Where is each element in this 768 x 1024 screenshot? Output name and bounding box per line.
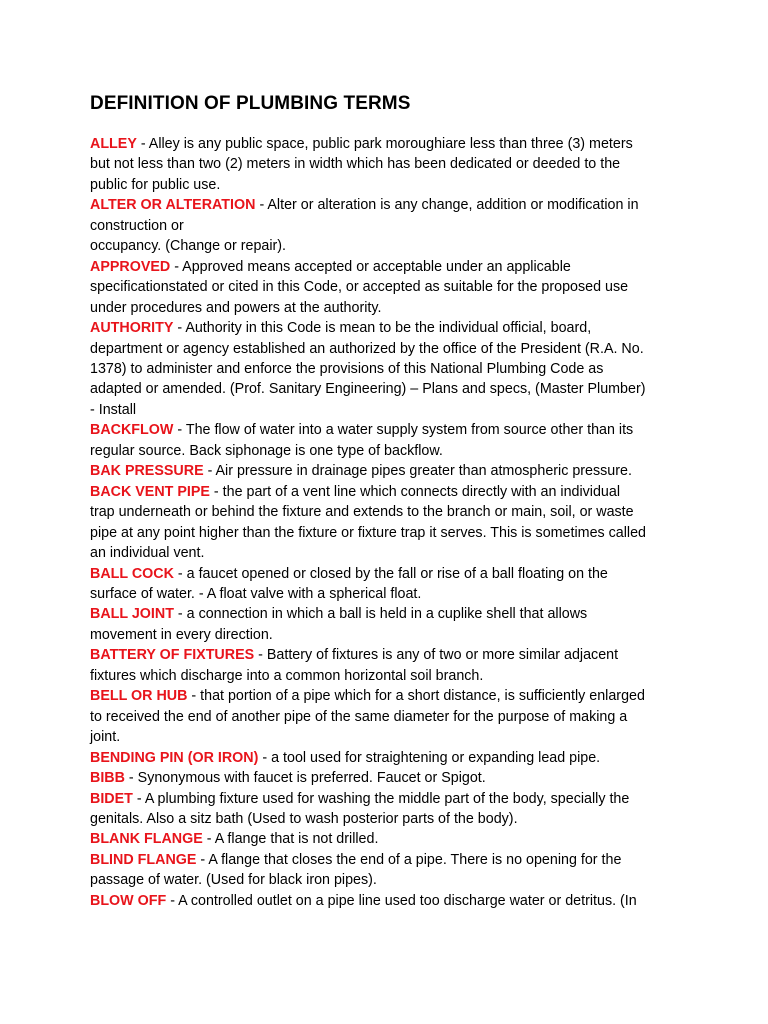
term-label: BLOW OFF bbox=[90, 892, 167, 909]
definition-text: but not less than two (2) meters in width which has been dedicated or deeded to the bbox=[90, 156, 621, 173]
definition-line bbox=[90, 482, 690, 502]
definition-text: surface of water. - A float valve with a spherical float. bbox=[90, 585, 422, 602]
definition-text: - A flange that is not drilled. bbox=[202, 831, 379, 848]
definition-entry bbox=[90, 850, 690, 891]
definition-text: movement in every direction. bbox=[90, 626, 273, 643]
definition-text: fixtures which discharge into a common horizontal soil branch. bbox=[90, 667, 484, 684]
definition-entry bbox=[90, 686, 690, 747]
definition-text: - Install bbox=[90, 401, 137, 418]
definition-entry bbox=[90, 564, 690, 605]
term-label: BAK PRESSURE bbox=[90, 463, 204, 480]
definition-text: - a tool used for straightening or expanding lead pipe. bbox=[258, 749, 601, 766]
definition-entry bbox=[90, 482, 690, 564]
definition-entry bbox=[90, 768, 690, 788]
definition-text: department or agency established an authorized by the office of the President (R.A. No. bbox=[90, 340, 644, 357]
definition-line bbox=[90, 768, 690, 788]
definition-line bbox=[90, 195, 690, 215]
definition-line bbox=[90, 564, 690, 584]
definition-text: under procedures and powers at the authority. bbox=[90, 299, 382, 316]
definition-line bbox=[90, 134, 690, 154]
definition-text: - Alley is any public space, public park moroughiare less than three (3) meters bbox=[136, 136, 633, 152]
definition-line bbox=[90, 789, 690, 809]
definition-text: 1378) to administer and enforce the provisions of this National Plumbing Code as bbox=[90, 360, 604, 377]
definition-text: - A controlled outlet on a pipe line used too discharge water or detritus. (In bbox=[166, 892, 637, 909]
definition-line bbox=[90, 829, 690, 849]
definition-text: - Authority in this Code is mean to be the individual official, board, bbox=[173, 320, 592, 337]
term-label: BALL JOINT bbox=[90, 606, 174, 623]
term-label: BELL OR HUB bbox=[90, 688, 188, 705]
term-label: AUTHORITY bbox=[90, 320, 174, 337]
term-label: BIBB bbox=[90, 770, 125, 787]
definition-text: occupancy. (Change or repair). bbox=[90, 238, 287, 255]
definition-text: trap underneath or behind the fixture and extends to the branch or main, soil, or waste bbox=[90, 504, 634, 521]
definition-line bbox=[90, 461, 690, 481]
definition-text: - Air pressure in drainage pipes greater than atmospheric pressure. bbox=[203, 463, 632, 480]
definition-text: construction or bbox=[90, 217, 184, 234]
definition-line bbox=[90, 645, 690, 665]
definition-text: adapted or amended. (Prof. Sanitary Engineering) – Plans and specs, (Master Plumber) bbox=[90, 381, 646, 398]
definition-entry bbox=[90, 134, 690, 195]
definition-line bbox=[90, 420, 690, 440]
definition-text: - Alter or alteration is any change, addition or modification in bbox=[255, 197, 639, 214]
term-label: APPROVED bbox=[90, 258, 171, 275]
definition-text: specificationstated or cited in this Code, or accepted as suitable for the proposed use bbox=[90, 279, 629, 296]
term-label: BLANK FLANGE bbox=[90, 831, 203, 848]
definition-line bbox=[90, 318, 690, 338]
definition-text: public for public use. bbox=[90, 176, 221, 193]
definition-entry bbox=[90, 604, 690, 645]
definition-line bbox=[90, 748, 690, 768]
definition-entry bbox=[90, 748, 690, 768]
definition-text: - The flow of water into a water supply system from source other than its bbox=[173, 422, 634, 439]
definition-text: pipe at any point higher than the fixture or fixture trap it serves. This is sometimes called bbox=[90, 524, 646, 541]
definition-line bbox=[90, 850, 690, 870]
definition-text: - Battery of fixtures is any of two or more similar adjacent bbox=[254, 647, 619, 664]
definition-line bbox=[90, 891, 690, 911]
definition-text: - A flange that closes the end of a pipe. There is no opening for the bbox=[196, 851, 622, 868]
definition-line bbox=[90, 604, 690, 624]
definition-entry bbox=[90, 645, 690, 686]
definition-entry bbox=[90, 829, 690, 849]
document-title: DEFINITION OF PLUMBING TERMS bbox=[90, 93, 411, 114]
definition-text: an individual vent. bbox=[90, 545, 205, 562]
definition-text: - the part of a vent line which connects directly with an individual bbox=[209, 483, 621, 500]
definition-entry bbox=[90, 891, 690, 911]
definition-entry bbox=[90, 318, 690, 420]
definition-text: - Approved means accepted or acceptable under an applicable bbox=[170, 258, 571, 275]
definition-text: - a faucet opened or closed by the fall or rise of a ball floating on the bbox=[173, 565, 608, 582]
term-label: ALLEY bbox=[90, 136, 137, 152]
definition-entry bbox=[90, 195, 690, 256]
term-label: BACK VENT PIPE bbox=[90, 483, 210, 500]
term-label: BLIND FLANGE bbox=[90, 851, 197, 868]
definition-entry bbox=[90, 257, 690, 318]
definition-entry bbox=[90, 461, 690, 481]
definition-text: to received the end of another pipe of the same diameter for the purpose of making a bbox=[90, 708, 628, 725]
definition-line bbox=[90, 686, 690, 706]
definitions-list bbox=[90, 134, 690, 911]
definition-text: - that portion of a pipe which for a short distance, is sufficiently enlarged bbox=[187, 688, 645, 705]
definition-line bbox=[90, 257, 690, 277]
definition-entry bbox=[90, 420, 690, 461]
term-label: BATTERY OF FIXTURES bbox=[90, 647, 255, 664]
definition-text: - Synonymous with faucet is preferred. Faucet or Spigot. bbox=[124, 770, 486, 787]
term-label: BIDET bbox=[90, 790, 133, 807]
definition-text: - a connection in which a ball is held in a cuplike shell that allows bbox=[173, 606, 588, 623]
term-label: ALTER OR ALTERATION bbox=[90, 197, 256, 214]
term-label: BALL COCK bbox=[90, 565, 174, 582]
term-label: BACKFLOW bbox=[90, 422, 174, 439]
definition-text: regular source. Back siphonage is one type of backflow. bbox=[90, 442, 443, 459]
definition-text: joint. bbox=[90, 729, 121, 746]
definition-text: genitals. Also a sitz bath (Used to wash posterior parts of the body). bbox=[90, 810, 518, 827]
definition-entry bbox=[90, 789, 690, 830]
definition-text: - A plumbing fixture used for washing the middle part of the body, specially the bbox=[132, 790, 630, 807]
definition-text: passage of water. (Used for black iron pipes). bbox=[90, 872, 377, 889]
term-label: BENDING PIN (OR IRON) bbox=[90, 749, 259, 766]
